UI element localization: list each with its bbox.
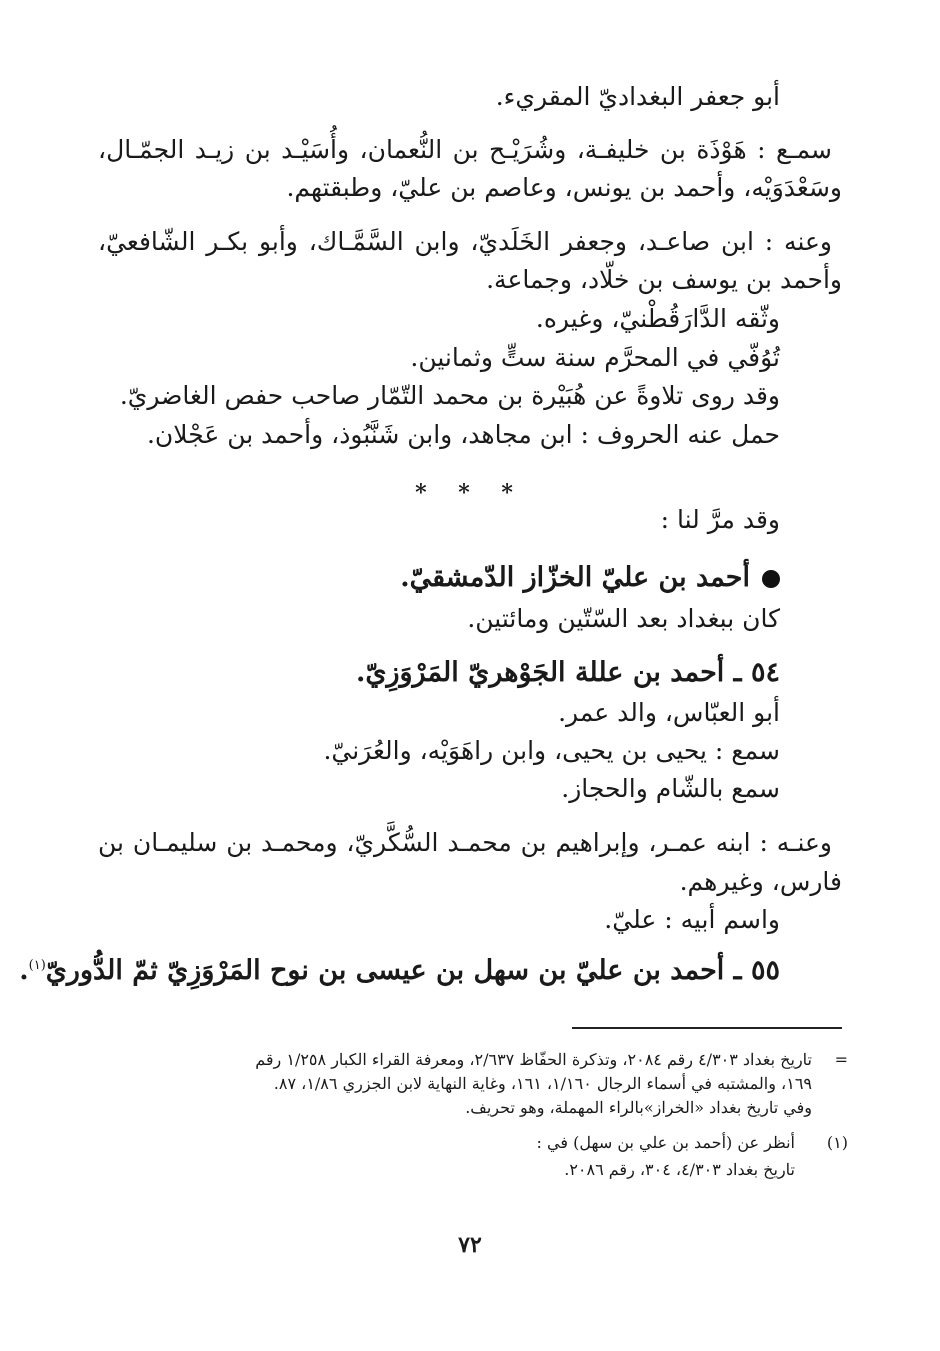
footnote-rule [572, 1027, 842, 1029]
entry-heading [19, 946, 780, 991]
footnote-line: تاريخ بغداد ٤/٣٠٣ رقم ٢٠٨٤، وتذكرة الحفّاظ ٢/٦٣٧، ومعرفة القراء الكبار ١/٢٥٨ رقم [255, 1050, 812, 1069]
bullet-icon [762, 570, 780, 588]
footnote-line: ١٦٩، والمشتبه في أسماء الرجال ١/١٦٠، ١٦١، وغاية النهاية لابن الجزري ١/٨٦، ٨٧. [273, 1074, 812, 1093]
page-number: ٧٢ [458, 1232, 482, 1258]
text-line: تُوُفّي في المحرَّم سنة ستٍّ وثمانين. [410, 343, 780, 372]
text-line: فارس، وغيرهم. [679, 867, 842, 896]
text-line: وقد روى تلاوةً عن هُبَيْرة بن محمد التّمّار صاحب حفص الغاضريّ. [119, 381, 780, 410]
footnote-line: تاريخ بغداد ٤/٣٠٣، ٣٠٤، رقم ٢٠٨٦. [564, 1160, 795, 1179]
footnote-continuation-marker: = [834, 1050, 848, 1069]
text-line: واسم أبيه : عليّ. [604, 905, 780, 934]
entry-heading-end: . [19, 955, 29, 986]
entry-heading: ٥٤ ـ أحمد بن عللة الجَوْهريّ المَرْوَزِيّ. [355, 657, 780, 688]
footnote-line: وفي تاريخ بغداد «الخراز»بالراء المهملة، وهو تحريف. [465, 1098, 812, 1117]
entry-heading-text: أحمد بن عليّ الخزّاز الدّمشقيّ. [400, 562, 750, 593]
text-line: وسَعْدَوَيْه، وأحمد بن يونس، وعاصم بن عليّ، وطبقتهم. [286, 173, 842, 202]
text-line: وعنـه : ابنه عمـر، وإبراهيم بن محمـد السُّكَّريّ، ومحمـد بن سليمـان بن [98, 828, 832, 857]
text-line: سمع بالشّام والحجاز. [561, 774, 780, 803]
footnote-reference: (١) [28, 958, 46, 973]
text-line: وعنه : ابن صاعـد، وجعفر الخَلَديّ، وابن السَّمَّـاك، وأبو بكـر الشّافعيّ، [98, 227, 832, 256]
text-line: وثّقه الدَّارَقُطْنيّ، وغيره. [535, 304, 780, 333]
footnote-line: أنظر عن (أحمد بن علي بن سهل) في : [536, 1133, 795, 1152]
section-separator: * * * [415, 480, 525, 506]
footnote-marker: (١) [826, 1133, 848, 1152]
text-line: سمـع : هَوْذَة بن خليفـة، وشُرَيْـح بن النُّعمان، وأُسَيْـد بن زيـد الجمّـال، [98, 135, 832, 164]
text-line: وقد مرَّ لنا : [660, 505, 780, 534]
text-line: أبو العبّاس، والد عمر. [558, 698, 780, 727]
text-line: كان ببغداد بعد السّتّين ومائتين. [467, 604, 780, 633]
entry-heading [100, 558, 780, 598]
text-line: أبو جعفر البغداديّ المقريء. [495, 82, 780, 111]
text-line: حمل عنه الحروف : ابن مجاهد، وابن شَنَّبُوذ، وأحمد بن عَجْلان. [146, 420, 780, 449]
text-line: وأحمد بن يوسف بن خلّاد، وجماعة. [486, 265, 842, 294]
text-line: سمع : يحيى بن يحيى، وابن راهَوَيْه، والعُرَنيّ. [323, 736, 780, 765]
entry-heading-text: ٥٥ ـ أحمد بن عليّ بن سهل بن عيسى بن نوح المَرْوَزِيّ ثمّ الدُّوريّ [45, 955, 780, 986]
